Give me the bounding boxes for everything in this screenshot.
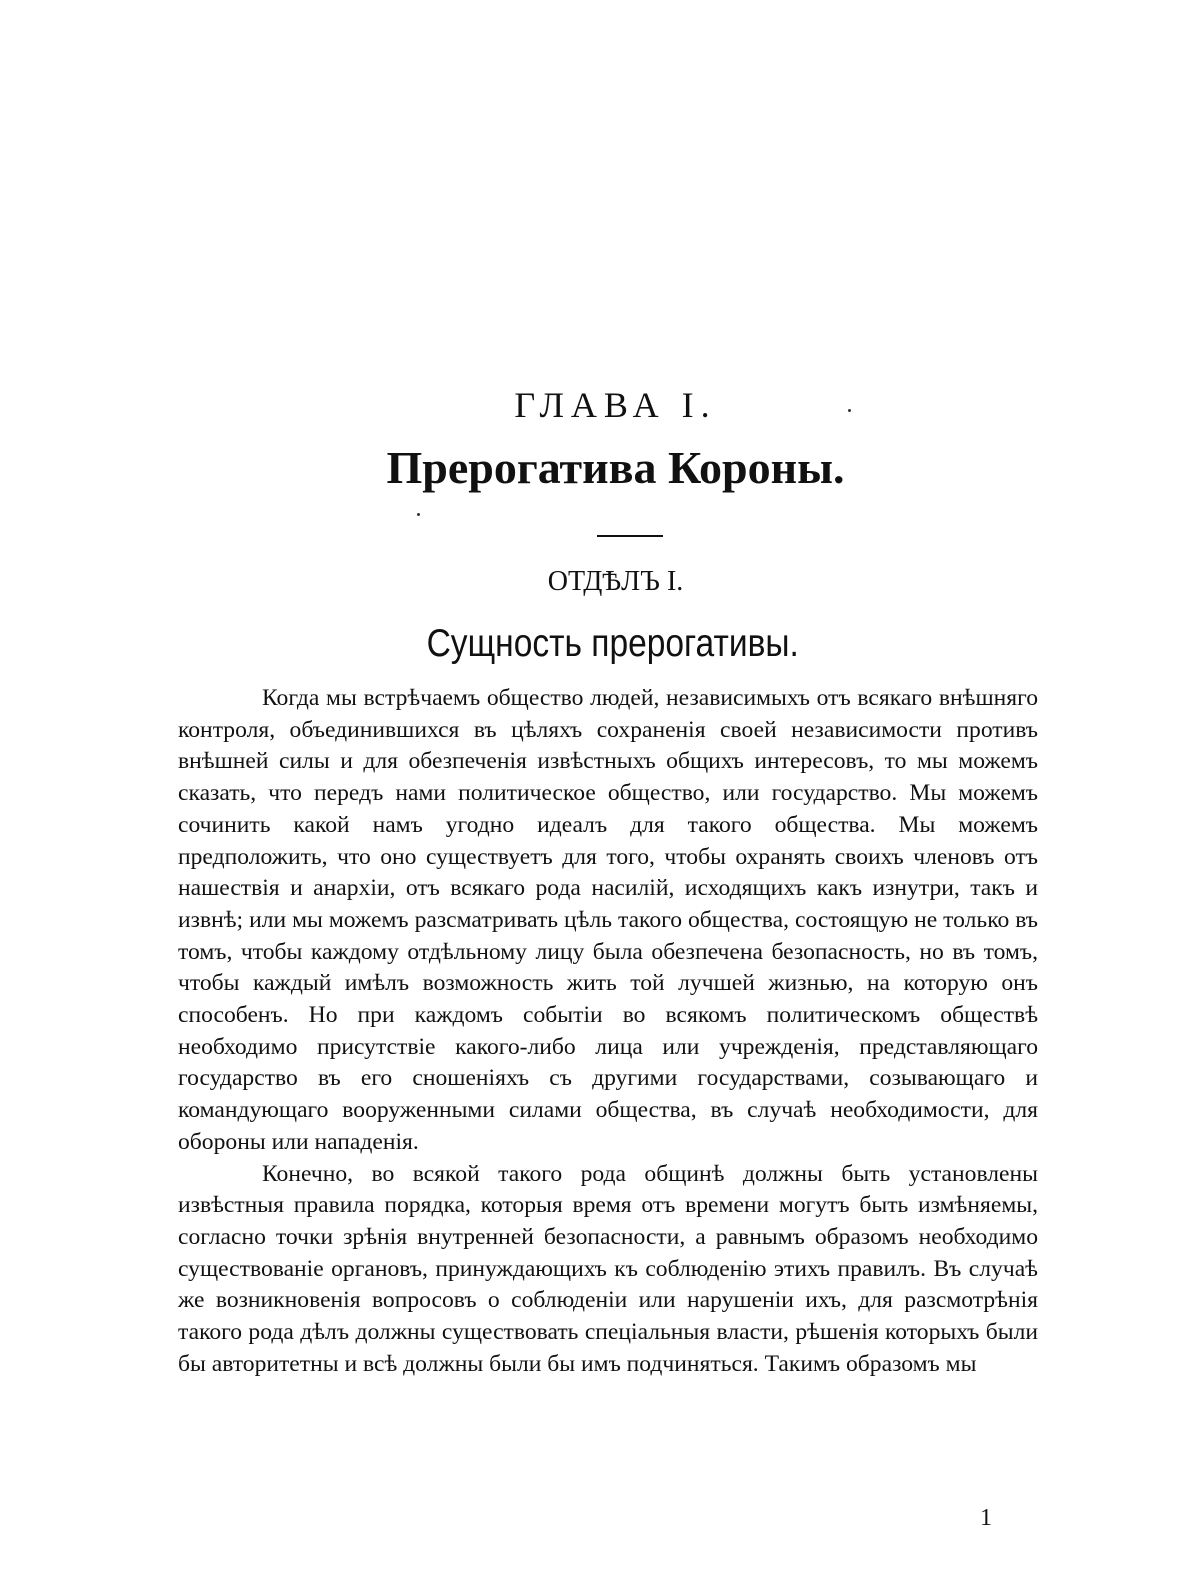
paragraph: Когда мы встрѣчаемъ общество людей, независимыхъ отъ всякаго внѣшняго контроля, объединившихся въ цѣляхъ сохраненія своей независимости противъ внѣшней силы и для обезпеченія извѣстныхъ общихъ интересовъ, то мы можемъ сказать, что передъ нами политическое общество, или государство. Мы можемъ сочинить какой намъ угодно идеалъ для такого общества. Мы можемъ предположить, что оно существуетъ для того, чтобы охранять своихъ членовъ отъ нашествія и анархіи, отъ всякаго рода насилій, исходящихъ какъ изнутри, такъ и извнѣ; или мы можемъ разсматривать цѣль такого общества, состоящую не только въ томъ, чтобы каждому отдѣльному лицу была обезпечена безопасность, но въ томъ, чтобы каждый имѣлъ возможность жить той лучшей жизнью, на которую онъ способенъ. Но при каждомъ событіи во всякомъ политическомъ обществѣ необходимо присутствіе какого-либо лица или учрежденія, представляющаго государство въ его сношеніяхъ съ другими государствами, созывающаго и командующаго вооруженными силами общества, въ случаѣ необходимости, для обороны или нападенія. [178, 685, 1038, 1155]
section-title: Сущность прерогативы. [426, 622, 799, 665]
print-speck [417, 513, 420, 516]
body-text [178, 683, 1038, 1380]
paragraph: Конечно, во всякой такого рода общинѣ должны быть установлены извѣстныя правила порядка, которыя время отъ времени могутъ быть измѣняемы, согласно точки зрѣнія внутренней безопасности, а равнымъ образомъ необходимо существованіе органовъ, принуждающихъ къ соблюденію этихъ правилъ. Въ случаѣ же возникновенія вопросовъ о соблюденіи или нарушеніи ихъ, для разсмотрѣнія такого рода дѣлъ должны существовать спеціальныя власти, рѣшенія которыхъ были бы авторитетны и всѣ должны были бы имъ подчиняться. Такимъ образомъ мы [178, 1160, 1038, 1377]
title-divider [597, 535, 663, 537]
page-number: 1 [980, 1505, 992, 1531]
section-label: ОТДѢЛЪ I. [547, 566, 684, 597]
chapter-title: Прерогатива Короны. [386, 442, 845, 493]
chapter-label: ГЛАВА I. [514, 385, 717, 425]
print-speck [848, 409, 851, 412]
